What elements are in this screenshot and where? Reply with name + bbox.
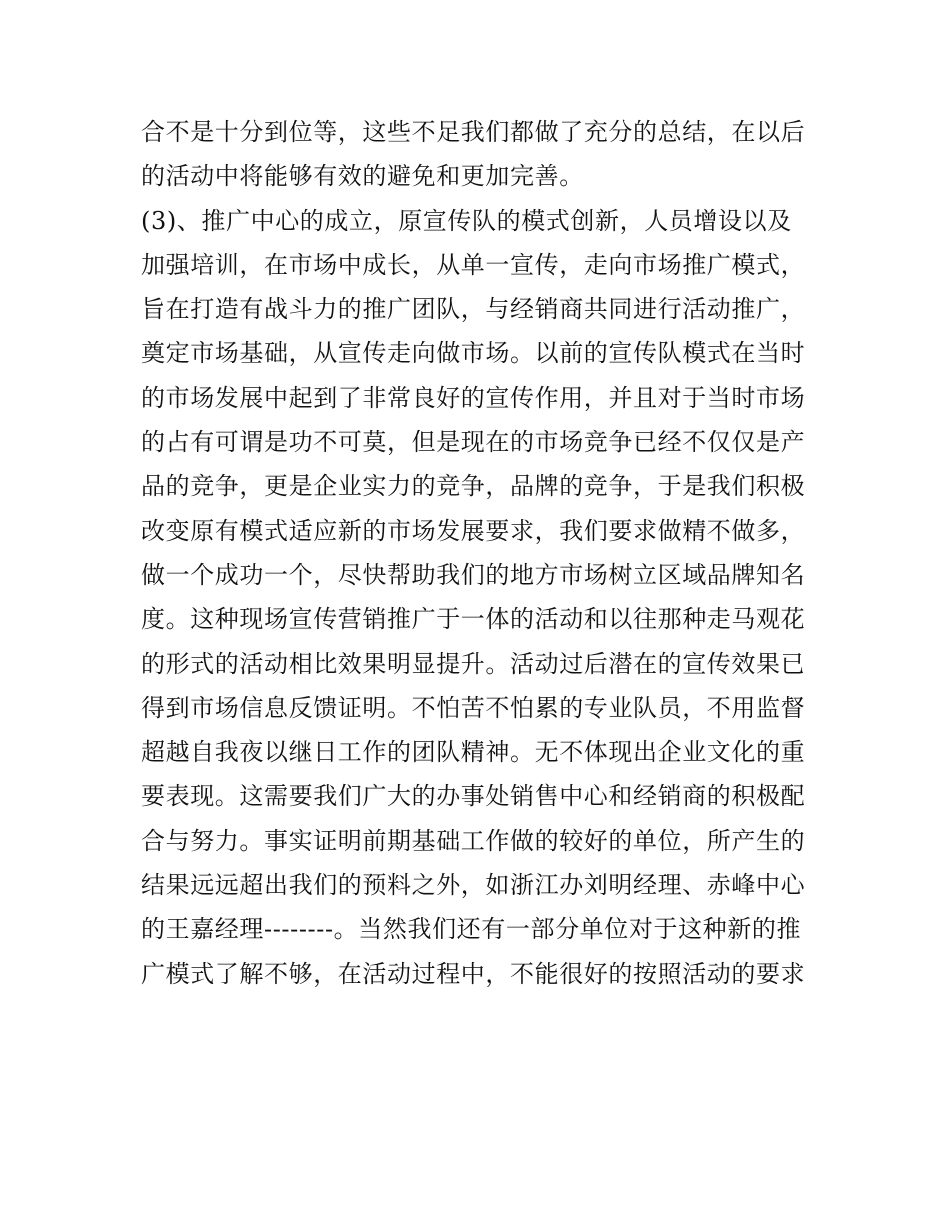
text-line: 得到市场信息反馈证明。不怕苦不怕累的专业队员，不用监督 bbox=[141, 693, 806, 722]
text-line: 要表现。这需要我们广大的办事处销售中心和经销商的积极配 bbox=[141, 782, 806, 811]
body-text bbox=[141, 110, 821, 996]
text-line: 奠定市场基础，从宣传走向做市场。以前的宣传队模式在当时 bbox=[141, 339, 806, 368]
text-line: (3)、推广中心的成立，原宣传队的模式创新，人员增设以及 bbox=[141, 206, 792, 235]
text-line: 合不是十分到位等，这些不足我们都做了充分的总结，在以后 bbox=[141, 118, 806, 146]
text-line: 的形式的活动相比效果明显提升。活动过后潜在的宣传效果已 bbox=[141, 649, 806, 678]
text-line: 的王嘉经理--------。当然我们还有一部分单位对于这种新的推 bbox=[141, 915, 802, 944]
text-line: 旨在打造有战斗力的推广团队，与经销商共同进行活动推广， bbox=[141, 295, 806, 324]
text-line: 超越自我夜以继日工作的团队精神。无不体现出企业文化的重 bbox=[141, 738, 806, 767]
text-line: 做一个成功一个，尽快帮助我们的地方市场树立区域品牌知名 bbox=[141, 560, 806, 589]
text-line: 结果远远超出我们的预料之外，如浙江办刘明经理、赤峰中心 bbox=[141, 871, 806, 900]
text-line: 合与努力。事实证明前期基础工作做的较好的单位，所产生的 bbox=[141, 826, 806, 855]
text-line: 广模式了解不够，在活动过程中，不能很好的按照活动的要求 bbox=[141, 959, 806, 988]
text-line: 加强培训，在市场中成长，从单一宣传，走向市场推广模式， bbox=[141, 250, 806, 279]
text-line: 的占有可谓是功不可莫，但是现在的市场竞争已经不仅仅是产 bbox=[141, 428, 806, 457]
text-line: 品的竞争，更是企业实力的竞争，品牌的竞争，于是我们积极 bbox=[141, 472, 806, 501]
text-line: 的市场发展中起到了非常良好的宣传作用，并且对于当时市场 bbox=[141, 383, 806, 412]
text-line: 改变原有模式适应新的市场发展要求，我们要求做精不做多， bbox=[141, 516, 806, 545]
text-line: 度。这种现场宣传营销推广于一体的活动和以往那种走马观花 bbox=[141, 605, 806, 634]
text-line: 的活动中将能够有效的避免和更加完善。 bbox=[141, 162, 584, 191]
